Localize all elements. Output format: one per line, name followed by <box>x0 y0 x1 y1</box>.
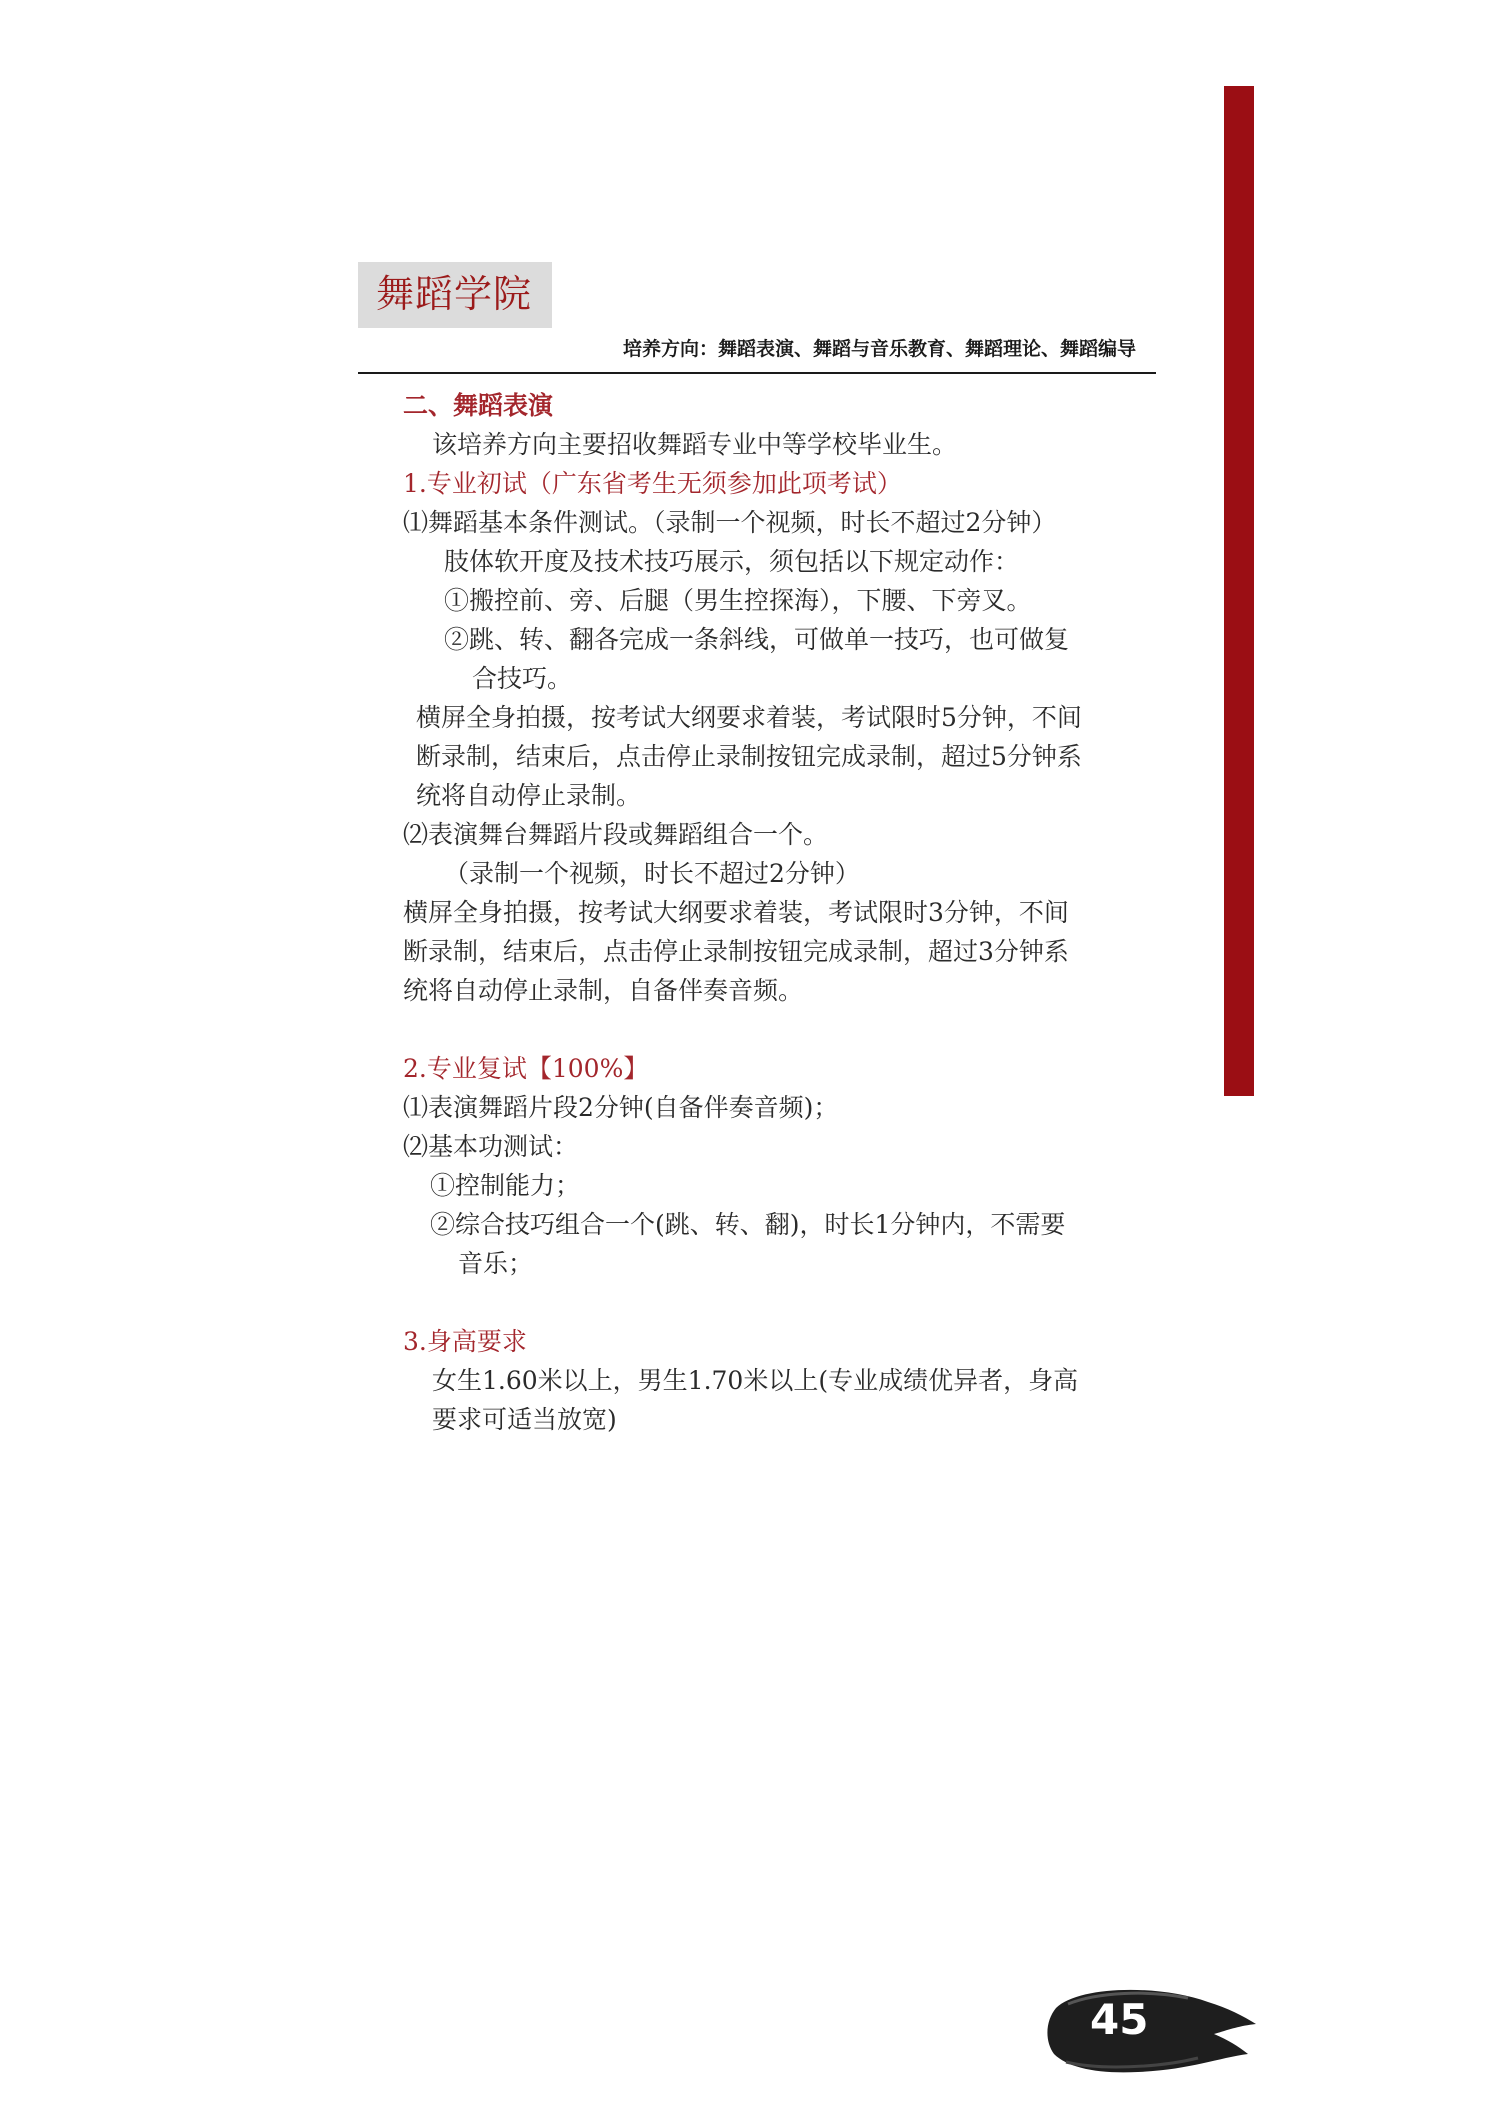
section-heading: 二、舞蹈表演 <box>403 391 554 420</box>
page-number: 45 <box>1090 1995 1149 2044</box>
text-line: 横屏全身拍摄，按考试大纲要求着装，考试限时5分钟，不间 <box>416 703 1082 732</box>
text-line: ⑵表演舞台舞蹈片段或舞蹈组合一个。 <box>403 820 829 849</box>
text-line: 合技巧。 <box>472 664 573 693</box>
text-line: 音乐； <box>458 1249 534 1278</box>
text-line: ①搬控前、旁、后腿（男生控探海），下腰、下旁叉。 <box>444 586 1032 615</box>
text-line: ⑴舞蹈基本条件测试。（录制一个视频，时长不超过2分钟） <box>403 508 1057 537</box>
intro-text: 该培养方向主要招收舞蹈专业中等学校毕业生。 <box>432 430 958 459</box>
subsection-heading-3: 3.身高要求 <box>403 1327 527 1356</box>
text-line: ②跳、转、翻各完成一条斜线，可做单一技巧，也可做复 <box>444 625 1070 654</box>
text-line: 横屏全身拍摄，按考试大纲要求着装，考试限时3分钟，不间 <box>403 898 1069 927</box>
text-line: 肢体软开度及技术技巧展示，须包括以下规定动作： <box>444 547 1020 576</box>
text-line: 统将自动停止录制，自备伴奏音频。 <box>403 976 804 1005</box>
text-line: 断录制，结束后，点击停止录制按钮完成录制，超过3分钟系 <box>403 937 1069 966</box>
text-line: ②综合技巧组合一个(跳、转、翻)，时长1分钟内，不需要 <box>430 1210 1066 1239</box>
text-line: （录制一个视频，时长不超过2分钟） <box>444 859 860 888</box>
text-line: ⑴表演舞蹈片段2分钟(自备伴奏音频)； <box>403 1093 839 1122</box>
text-line: 断录制，结束后，点击停止录制按钮完成录制，超过5分钟系 <box>416 742 1082 771</box>
text-line: 要求可适当放宽) <box>432 1405 617 1434</box>
header-divider <box>358 372 1156 374</box>
college-title: 舞蹈学院 <box>376 272 533 316</box>
text-line: 女生1.60米以上，男生1.70米以上(专业成绩优异者，身高 <box>432 1366 1079 1395</box>
training-directions: 培养方向：舞蹈表演、舞蹈与音乐教育、舞蹈理论、舞蹈编导 <box>622 338 1136 360</box>
subsection-heading-2: 2.专业复试【100%】 <box>403 1054 649 1083</box>
text-line: ⑵基本功测试： <box>403 1132 579 1161</box>
text-line: 统将自动停止录制。 <box>416 781 642 810</box>
subsection-heading-1: 1.专业初试（广东省考生无须参加此项考试） <box>403 469 902 498</box>
side-accent-bar <box>1224 86 1254 1096</box>
text-line: ①控制能力； <box>430 1171 581 1200</box>
